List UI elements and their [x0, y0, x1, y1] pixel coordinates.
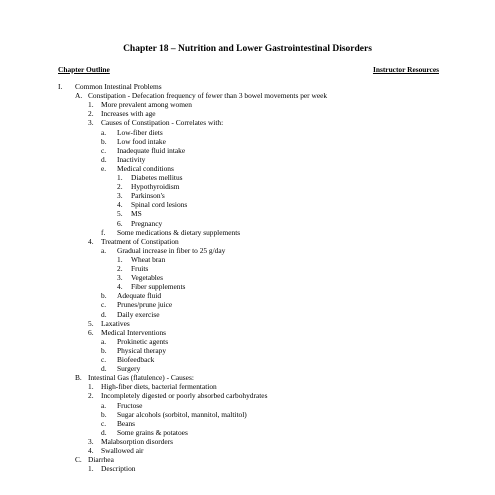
outline-item-number: c.: [101, 300, 107, 310]
outline-item-number: 1.: [117, 173, 123, 182]
outline-item-number: a.: [101, 245, 107, 255]
outline-item-number: 2.: [88, 391, 94, 401]
outline-item-number: 1.: [88, 100, 94, 110]
outline-item-number: e.: [101, 163, 107, 173]
outline-item-number: b.: [101, 345, 107, 355]
outline-item-number: c.: [101, 418, 107, 428]
outline-item-text: Diarrhea: [88, 455, 114, 465]
outline-item-text: Sugar alcohols (sorbitol, mannitol, maltitol): [117, 409, 247, 419]
outline-item-text: Inadequate fluid intake: [117, 145, 186, 155]
outline-item-text: Diabetes mellitus: [131, 173, 183, 182]
outline-item-number: 1.: [88, 464, 94, 474]
outline-item-number: d.: [101, 364, 107, 374]
outline-item-number: 6.: [117, 218, 123, 228]
outline-item-text: Increases with age: [101, 109, 156, 119]
outline-item-text: Physical therapy: [117, 345, 167, 355]
outline-item-number: 4.: [88, 236, 94, 246]
outline-item-text: Inactivity: [117, 154, 146, 164]
outline-item-text: Fiber supplements: [131, 282, 186, 292]
outline-item-number: B.: [75, 373, 82, 383]
outline-item-number: 5.: [88, 318, 94, 328]
outline-item-text: Common Intestinal Problems: [75, 82, 162, 91]
outline-item-number: 3.: [117, 273, 123, 283]
outline-item-number: f.: [101, 227, 106, 237]
outline-item-text: Daily exercise: [117, 309, 160, 319]
outline-item-text: Adequate fluid: [117, 291, 162, 301]
outline-item-number: b.: [101, 409, 107, 419]
outline-item-text: Malabsorption disorders: [101, 436, 174, 446]
outline-item-text: MS: [131, 209, 142, 219]
outline-item-text: Constipation - Defecation frequency of fewer than 3 bowel movements per week: [88, 91, 328, 101]
outline-item-number: b.: [101, 136, 107, 146]
outline-item-text: Biofeedback: [117, 355, 155, 364]
outline-item-text: Low-fiber diets: [117, 127, 163, 137]
outline-item-text: Some grains & potatoes: [117, 427, 188, 437]
outline-item-text: Vegetables: [131, 273, 164, 283]
outline-item-number: a.: [101, 400, 107, 410]
instructor-resources-heading: Instructor Resources: [372, 65, 439, 74]
outline-item-text: Some medications & dietary supplements: [117, 227, 241, 237]
outline-item-text: Prokinetic agents: [117, 336, 169, 346]
outline-item-text: Description: [101, 464, 136, 474]
outline-item-number: b.: [101, 291, 107, 301]
outline-item-text: Medical conditions: [117, 163, 174, 173]
outline-item-number: 5.: [117, 209, 123, 219]
outline-item-text: Fructose: [117, 400, 143, 410]
chapter-outline-heading: Chapter Outline: [58, 65, 110, 74]
outline-item-number: 6.: [88, 327, 94, 337]
outline-item-number: 4.: [88, 446, 94, 455]
outline-item-text: Treatment of Constipation: [101, 236, 179, 246]
outline-item-text: Pregnancy: [131, 218, 163, 228]
outline-item-number: c.: [101, 145, 107, 155]
outline-item-number: 3.: [88, 118, 94, 128]
outline-item-text: Spinal cord lesions: [131, 200, 188, 210]
outline-item-text: Low food intake: [117, 136, 166, 146]
outline-item-number: 2.: [117, 264, 123, 273]
outline-item-number: a.: [101, 127, 107, 137]
outline-item-number: 4.: [117, 200, 123, 210]
outline-item-number: I.: [58, 82, 63, 91]
outline-item-number: 4.: [117, 282, 123, 292]
outline-item-text: High-fiber diets, bacterial fermentation: [101, 382, 217, 392]
outline-item-number: 2.: [117, 182, 123, 192]
outline-item-text: More prevalent among women: [101, 100, 192, 110]
outline-item-number: 3.: [117, 191, 123, 201]
outline-item-text: Causes of Constipation - Correlates with:: [101, 118, 224, 128]
outline-item-text: Intestinal Gas (flatulence) - Causes:: [88, 373, 194, 383]
outline-item-text: Laxatives: [101, 318, 130, 328]
outline-item-number: d.: [101, 154, 107, 164]
outline-item-number: A.: [75, 91, 83, 101]
outline-item-text: Prunes/prune juice: [117, 300, 173, 310]
outline-item-text: Beans: [117, 418, 136, 428]
outline-item-number: 3.: [88, 436, 94, 446]
outline-item-number: a.: [101, 336, 107, 346]
outline-item-number: d.: [101, 309, 107, 319]
outline-item-text: Parkinson's: [131, 191, 165, 201]
outline-item-text: Hypothyroidism: [131, 182, 180, 192]
outline-item-text: Incompletely digested or poorly absorbed carbohydrates: [101, 391, 268, 401]
outline-item-text: Gradual increase in fiber to 25 g/day: [117, 245, 226, 255]
outline-item-number: 2.: [88, 109, 94, 119]
outline-item-text: Fruits: [131, 264, 149, 273]
outline-item-text: Wheat bran: [131, 254, 166, 264]
outline-item-number: d.: [101, 427, 107, 437]
outline-item-text: Medical Interventions: [101, 327, 167, 337]
outline-item-number: 1.: [88, 382, 94, 392]
page-title: Chapter 18 – Nutrition and Lower Gastrointestinal Disorders: [123, 44, 372, 54]
outline-item-text: Swallowed air: [101, 446, 144, 455]
outline-item-text: Surgery: [117, 364, 141, 374]
outline-item-number: 1.: [117, 254, 123, 264]
outline-item-number: C.: [75, 455, 82, 465]
outline-item-number: c.: [101, 355, 107, 364]
